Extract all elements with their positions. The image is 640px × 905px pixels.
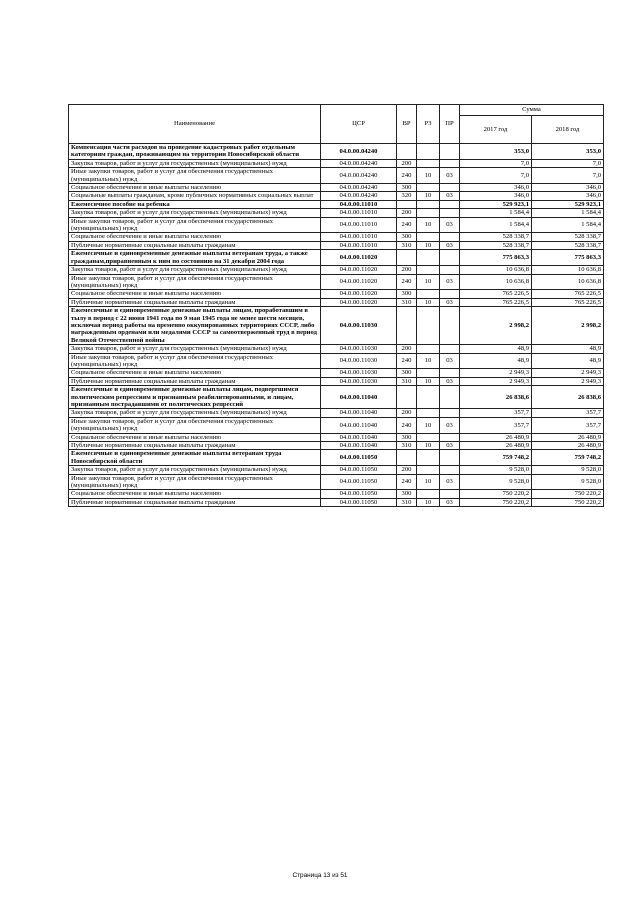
row-rz — [417, 369, 440, 377]
row-value-2018: 346,0 — [532, 192, 604, 200]
row-value-2018: 26 480,9 — [532, 442, 604, 450]
row-value-2018: 528 338,7 — [532, 241, 604, 249]
row-value-2017: 765 226,5 — [460, 298, 532, 306]
row-rz — [417, 209, 440, 217]
table-row — [69, 409, 604, 417]
row-value-2018: 1 584,4 — [532, 217, 604, 233]
row-vr: 310 — [397, 241, 417, 249]
table-row — [69, 217, 604, 233]
row-rz — [417, 266, 440, 274]
row-value-2018: 765 226,5 — [532, 298, 604, 306]
row-name: Ежемесячные и единовременные денежные выплаты лицам, подвергшимся политическим репрессиям и признанным реабилитированными, и лицам, признанным пострадавшими от политических репрессий — [69, 386, 321, 409]
table-row — [69, 442, 604, 450]
row-name: Публичные нормативные социальные выплаты гражданам — [69, 298, 321, 306]
table-row — [69, 266, 604, 274]
row-value-2018: 529 923,1 — [532, 200, 604, 208]
table-row — [69, 353, 604, 369]
row-value-2018: 2 998,2 — [532, 307, 604, 345]
header-sum: Сумма — [460, 105, 604, 116]
row-rz — [417, 386, 440, 409]
row-vr — [397, 307, 417, 345]
table-body — [69, 144, 604, 507]
row-csr: 04.0.00.11040 — [321, 409, 397, 417]
row-csr: 04.0.00.11030 — [321, 345, 397, 353]
table-row — [69, 184, 604, 192]
row-name: Социальное обеспечение и иные выплаты населению — [69, 433, 321, 441]
row-csr: 04.0.00.11050 — [321, 466, 397, 474]
row-name: Иные закупки товаров, работ и услуг для обеспечения государственных (муниципальных) нужд — [69, 274, 321, 290]
row-value-2018: 48,9 — [532, 353, 604, 369]
row-csr: 04.0.00.11020 — [321, 266, 397, 274]
table-row — [69, 433, 604, 441]
row-vr: 300 — [397, 290, 417, 298]
row-vr: 300 — [397, 369, 417, 377]
table-row — [69, 474, 604, 490]
row-value-2017: 765 226,5 — [460, 290, 532, 298]
row-csr: 04.0.00.04240 — [321, 184, 397, 192]
row-pr — [440, 159, 460, 167]
row-value-2018: 775 863,3 — [532, 250, 604, 266]
row-name: Иные закупки товаров, работ и услуг для обеспечения государственных (муниципальных) нужд — [69, 168, 321, 184]
table-row — [69, 307, 604, 345]
row-pr — [440, 450, 460, 466]
row-name: Закупка товаров, работ и услуг для государственных (муниципальных) нужд — [69, 409, 321, 417]
row-csr: 04.0.00.04240 — [321, 144, 397, 160]
budget-document — [68, 104, 604, 507]
row-name: Публичные нормативные социальные выплаты гражданам — [69, 241, 321, 249]
row-value-2017: 529 923,1 — [460, 200, 532, 208]
row-vr: 200 — [397, 159, 417, 167]
row-pr — [440, 307, 460, 345]
row-vr: 200 — [397, 466, 417, 474]
row-value-2017: 10 636,8 — [460, 274, 532, 290]
table-row — [69, 298, 604, 306]
row-csr: 04.0.00.11010 — [321, 241, 397, 249]
row-rz — [417, 307, 440, 345]
row-csr: 04.0.00.11030 — [321, 377, 397, 385]
row-value-2017: 48,9 — [460, 345, 532, 353]
row-value-2018: 10 636,8 — [532, 266, 604, 274]
row-value-2017: 750 220,2 — [460, 490, 532, 498]
row-name: Ежемесячные и единовременные денежные выплаты лицам, проработавшим в тылу в период с 22 июня 1941 года по 9 мая 1945 года не менее шести месяцев, исключая период работы на временно оккупированных территориях СССР, либо награжденным орденами или медалями СССР за самоотверженный труд в период Великой Отечественной войны — [69, 307, 321, 345]
row-pr — [440, 233, 460, 241]
row-vr: 310 — [397, 442, 417, 450]
row-csr: 04.0.00.11030 — [321, 353, 397, 369]
row-rz: 10 — [417, 168, 440, 184]
table-row — [69, 200, 604, 208]
row-value-2018: 357,7 — [532, 409, 604, 417]
table-row — [69, 250, 604, 266]
row-pr — [440, 490, 460, 498]
row-csr: 04.0.00.11030 — [321, 369, 397, 377]
row-pr — [440, 250, 460, 266]
row-value-2018: 357,7 — [532, 417, 604, 433]
row-csr: 04.0.00.11050 — [321, 450, 397, 466]
row-value-2017: 10 636,8 — [460, 266, 532, 274]
row-csr: 04.0.00.11050 — [321, 474, 397, 490]
row-pr: 03 — [440, 241, 460, 249]
row-value-2018: 7,0 — [532, 159, 604, 167]
row-value-2017: 346,0 — [460, 192, 532, 200]
row-pr: 03 — [440, 192, 460, 200]
row-value-2017: 759 748,2 — [460, 450, 532, 466]
row-value-2017: 353,0 — [460, 144, 532, 160]
row-rz — [417, 409, 440, 417]
row-name: Публичные нормативные социальные выплаты гражданам — [69, 377, 321, 385]
row-value-2017: 528 338,7 — [460, 233, 532, 241]
row-rz — [417, 290, 440, 298]
row-pr — [440, 266, 460, 274]
row-value-2017: 9 528,0 — [460, 466, 532, 474]
row-pr — [440, 409, 460, 417]
row-name: Ежемесячные и единовременные денежные выплаты ветеранам труда Новосибирской области — [69, 450, 321, 466]
table-row — [69, 490, 604, 498]
row-vr: 200 — [397, 409, 417, 417]
row-rz — [417, 200, 440, 208]
row-name: Иные закупки товаров, работ и услуг для обеспечения государственных (муниципальных) нужд — [69, 417, 321, 433]
budget-table — [68, 104, 604, 507]
row-csr: 04.0.00.11030 — [321, 307, 397, 345]
row-name: Социальное обеспечение и иные выплаты населению — [69, 369, 321, 377]
row-vr: 240 — [397, 217, 417, 233]
row-value-2018: 765 226,5 — [532, 290, 604, 298]
row-rz — [417, 466, 440, 474]
row-pr: 03 — [440, 274, 460, 290]
row-rz: 10 — [417, 192, 440, 200]
row-rz — [417, 159, 440, 167]
row-pr — [440, 200, 460, 208]
row-name: Закупка товаров, работ и услуг для государственных (муниципальных) нужд — [69, 159, 321, 167]
row-csr: 04.0.00.11050 — [321, 498, 397, 506]
row-pr — [440, 433, 460, 441]
row-value-2017: 48,9 — [460, 353, 532, 369]
row-csr: 04.0.00.11020 — [321, 274, 397, 290]
row-value-2018: 9 528,0 — [532, 474, 604, 490]
row-value-2018: 528 338,7 — [532, 233, 604, 241]
table-row — [69, 168, 604, 184]
row-csr: 04.0.00.11040 — [321, 433, 397, 441]
row-value-2017: 9 528,0 — [460, 474, 532, 490]
row-pr: 03 — [440, 474, 460, 490]
row-vr — [397, 386, 417, 409]
row-name: Закупка товаров, работ и услуг для государственных (муниципальных) нужд — [69, 266, 321, 274]
row-value-2018: 26 838,6 — [532, 386, 604, 409]
row-vr: 240 — [397, 274, 417, 290]
row-rz: 10 — [417, 498, 440, 506]
row-name: Социальное обеспечение и иные выплаты населению — [69, 290, 321, 298]
row-name: Социальное обеспечение и иные выплаты населению — [69, 233, 321, 241]
row-name: Иные закупки товаров, работ и услуг для обеспечения государственных (муниципальных) нужд — [69, 217, 321, 233]
row-name: Социальное обеспечение и иные выплаты населению — [69, 490, 321, 498]
header-2018: 2018 год — [532, 116, 604, 144]
row-value-2018: 9 528,0 — [532, 466, 604, 474]
row-rz: 10 — [417, 274, 440, 290]
row-value-2018: 2 949,3 — [532, 377, 604, 385]
row-rz — [417, 490, 440, 498]
row-value-2018: 26 480,9 — [532, 433, 604, 441]
row-vr: 240 — [397, 168, 417, 184]
row-vr: 310 — [397, 377, 417, 385]
table-row — [69, 192, 604, 200]
row-name: Публичные нормативные социальные выплаты гражданам — [69, 442, 321, 450]
row-rz — [417, 250, 440, 266]
table-row — [69, 386, 604, 409]
row-name: Иные закупки товаров, работ и услуг для обеспечения государственных (муниципальных) нужд — [69, 474, 321, 490]
row-pr: 03 — [440, 377, 460, 385]
row-name: Закупка товаров, работ и услуг для государственных (муниципальных) нужд — [69, 466, 321, 474]
row-value-2017: 357,7 — [460, 409, 532, 417]
row-rz — [417, 450, 440, 466]
row-csr: 04.0.00.04240 — [321, 192, 397, 200]
row-vr: 300 — [397, 490, 417, 498]
row-value-2017: 1 584,4 — [460, 209, 532, 217]
row-pr: 03 — [440, 168, 460, 184]
row-value-2017: 7,0 — [460, 159, 532, 167]
row-name: Ежемесячное пособие на ребенка — [69, 200, 321, 208]
row-value-2017: 1 584,4 — [460, 217, 532, 233]
row-value-2018: 346,0 — [532, 184, 604, 192]
table-row — [69, 241, 604, 249]
row-name: Иные закупки товаров, работ и услуг для обеспечения государственных (муниципальных) нужд — [69, 353, 321, 369]
row-vr: 240 — [397, 474, 417, 490]
row-name: Компенсация части расходов на проведение кадастровых работ отдельным категориям граждан, проживающим на территории Новосибирской области — [69, 144, 321, 160]
row-vr: 200 — [397, 345, 417, 353]
header-name: Наименование — [69, 105, 321, 144]
row-pr — [440, 466, 460, 474]
row-pr — [440, 144, 460, 160]
row-value-2017: 26 838,6 — [460, 386, 532, 409]
row-rz — [417, 345, 440, 353]
header-rz: РЗ — [417, 105, 440, 144]
row-csr: 04.0.00.11020 — [321, 250, 397, 266]
row-rz: 10 — [417, 241, 440, 249]
table-row — [69, 369, 604, 377]
row-vr: 310 — [397, 298, 417, 306]
page-number: Страница 13 из 51 — [292, 872, 348, 879]
row-name: Социальные выплаты гражданам, кроме публичных нормативных социальных выплат — [69, 192, 321, 200]
header-vr: ВР — [397, 105, 417, 144]
row-value-2017: 775 863,3 — [460, 250, 532, 266]
table-row — [69, 144, 604, 160]
row-csr: 04.0.00.11010 — [321, 200, 397, 208]
row-value-2018: 2 949,3 — [532, 369, 604, 377]
row-value-2017: 2 949,3 — [460, 369, 532, 377]
header-pr: ПР — [440, 105, 460, 144]
row-value-2018: 7,0 — [532, 168, 604, 184]
row-csr: 04.0.00.04240 — [321, 159, 397, 167]
row-rz: 10 — [417, 474, 440, 490]
table-row — [69, 274, 604, 290]
row-rz — [417, 233, 440, 241]
row-rz: 10 — [417, 417, 440, 433]
row-vr: 240 — [397, 353, 417, 369]
table-row — [69, 159, 604, 167]
row-pr: 03 — [440, 442, 460, 450]
table-row — [69, 233, 604, 241]
row-rz — [417, 433, 440, 441]
row-vr: 240 — [397, 417, 417, 433]
row-vr: 300 — [397, 233, 417, 241]
row-value-2018: 353,0 — [532, 144, 604, 160]
row-csr: 04.0.00.04240 — [321, 168, 397, 184]
row-rz — [417, 144, 440, 160]
row-csr: 04.0.00.11040 — [321, 417, 397, 433]
row-value-2018: 759 748,2 — [532, 450, 604, 466]
row-vr: 320 — [397, 192, 417, 200]
row-vr — [397, 144, 417, 160]
row-rz: 10 — [417, 217, 440, 233]
row-name: Закупка товаров, работ и услуг для государственных (муниципальных) нужд — [69, 209, 321, 217]
row-value-2017: 2 998,2 — [460, 307, 532, 345]
row-value-2018: 10 636,8 — [532, 274, 604, 290]
row-value-2017: 346,0 — [460, 184, 532, 192]
table-row — [69, 377, 604, 385]
row-value-2018: 48,9 — [532, 345, 604, 353]
table-row — [69, 466, 604, 474]
header-2017: 2017 год — [460, 116, 532, 144]
row-value-2017: 26 480,9 — [460, 442, 532, 450]
table-row — [69, 417, 604, 433]
row-rz: 10 — [417, 353, 440, 369]
row-csr: 04.0.00.11010 — [321, 217, 397, 233]
row-csr: 04.0.00.11020 — [321, 290, 397, 298]
row-csr: 04.0.00.11020 — [321, 298, 397, 306]
table-row — [69, 209, 604, 217]
row-pr: 03 — [440, 417, 460, 433]
row-vr: 200 — [397, 209, 417, 217]
row-value-2018: 750 220,2 — [532, 490, 604, 498]
row-vr: 200 — [397, 266, 417, 274]
row-value-2018: 1 584,4 — [532, 209, 604, 217]
row-rz: 10 — [417, 298, 440, 306]
row-vr: 310 — [397, 498, 417, 506]
row-csr: 04.0.00.11010 — [321, 209, 397, 217]
row-csr: 04.0.00.11010 — [321, 233, 397, 241]
row-vr: 300 — [397, 433, 417, 441]
row-csr: 04.0.00.11040 — [321, 386, 397, 409]
row-value-2017: 7,0 — [460, 168, 532, 184]
row-name: Социальное обеспечение и иные выплаты населению — [69, 184, 321, 192]
row-pr: 03 — [440, 217, 460, 233]
row-pr — [440, 386, 460, 409]
row-pr: 03 — [440, 353, 460, 369]
table-row — [69, 290, 604, 298]
row-csr: 04.0.00.11050 — [321, 490, 397, 498]
row-value-2018: 750 220,2 — [532, 498, 604, 506]
row-name: Ежемесячные и единовременные денежные выплаты ветеранам труда, а также гражданам,приравненным к ним по состоянию на 31 декабря 2004 года — [69, 250, 321, 266]
row-vr — [397, 200, 417, 208]
row-value-2017: 26 480,9 — [460, 433, 532, 441]
row-vr: 300 — [397, 184, 417, 192]
row-value-2017: 2 949,3 — [460, 377, 532, 385]
row-name: Закупка товаров, работ и услуг для государственных (муниципальных) нужд — [69, 345, 321, 353]
row-name: Публичные нормативные социальные выплаты гражданам — [69, 498, 321, 506]
row-vr — [397, 250, 417, 266]
row-value-2017: 750 220,2 — [460, 498, 532, 506]
row-pr — [440, 345, 460, 353]
row-pr — [440, 369, 460, 377]
row-pr — [440, 209, 460, 217]
row-vr — [397, 450, 417, 466]
header-csr: ЦСР — [321, 105, 397, 144]
row-pr: 03 — [440, 298, 460, 306]
row-csr: 04.0.00.11040 — [321, 442, 397, 450]
row-rz: 10 — [417, 377, 440, 385]
row-pr: 03 — [440, 498, 460, 506]
table-row — [69, 450, 604, 466]
row-pr — [440, 184, 460, 192]
row-value-2017: 528 338,7 — [460, 241, 532, 249]
row-rz: 10 — [417, 442, 440, 450]
table-row — [69, 345, 604, 353]
row-pr — [440, 290, 460, 298]
row-rz — [417, 184, 440, 192]
table-row — [69, 498, 604, 506]
row-value-2017: 357,7 — [460, 417, 532, 433]
